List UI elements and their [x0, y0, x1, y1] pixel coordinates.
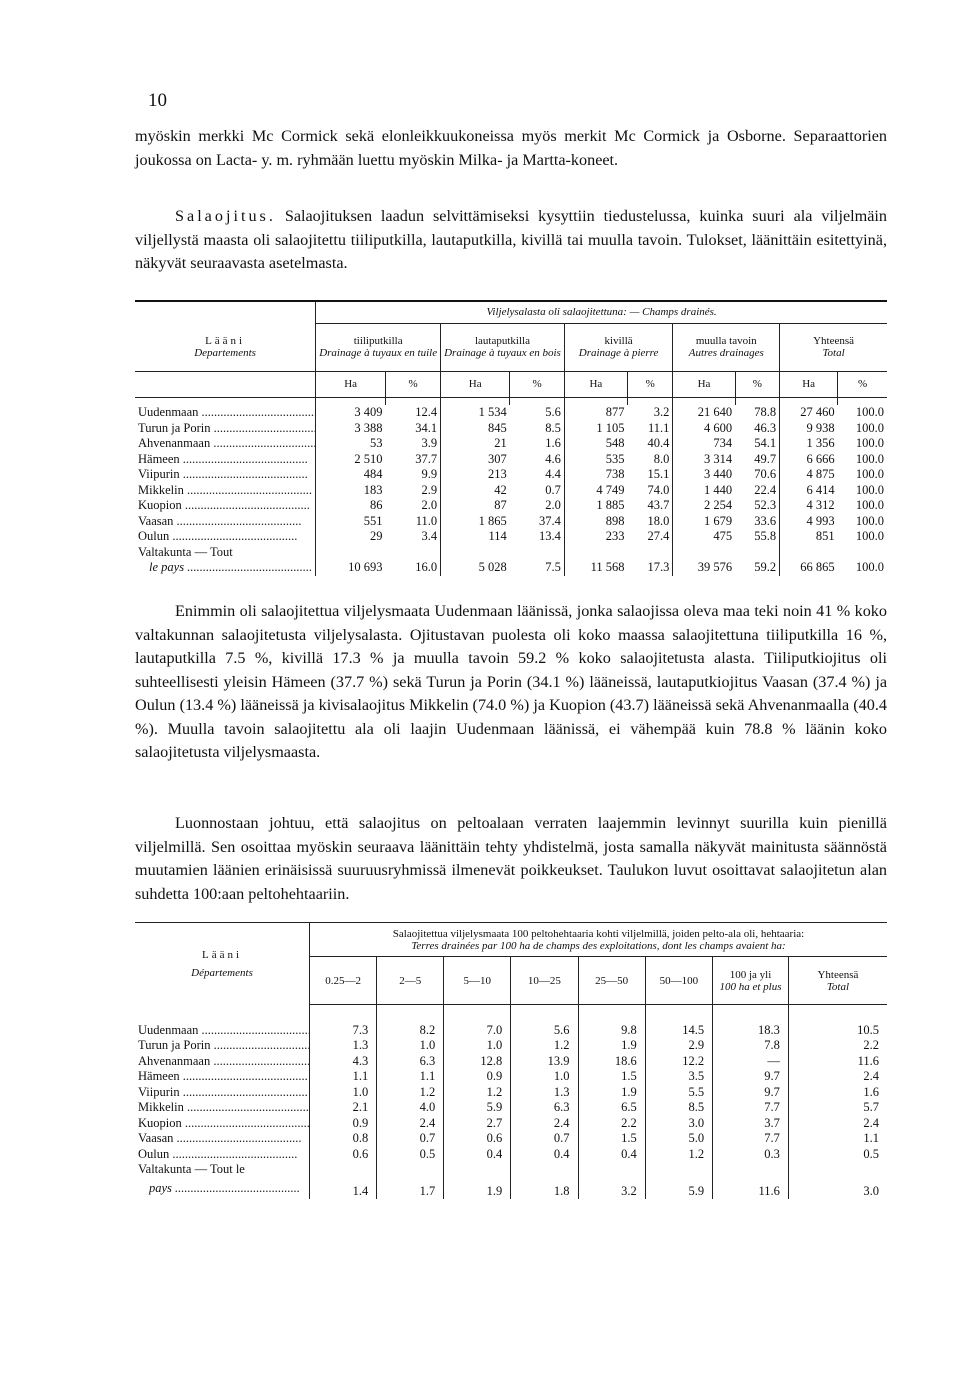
table-row	[135, 483, 887, 499]
table-cell: 8.5	[545, 420, 561, 435]
table-cell: 11.6	[788, 1054, 887, 1070]
total-row	[135, 560, 887, 576]
table-cell: 7.8	[713, 1038, 789, 1054]
table-cell: 535	[564, 452, 627, 468]
table-cell: 100.0	[855, 420, 884, 435]
table-cell: 2 510	[316, 452, 386, 468]
table-cell: 21	[441, 436, 510, 452]
table-row	[135, 467, 887, 483]
table-row	[135, 498, 887, 514]
table1-col-other: muulla tavoin Autres drainages	[673, 323, 780, 371]
table-cell: 877	[564, 405, 627, 421]
table1-col-wood: lautaputkilla Drainage à tuyaux en bois	[441, 323, 565, 371]
table-cell: 2.0	[545, 498, 561, 512]
table-cell: 1 356	[780, 436, 838, 452]
table-cell: 100.0	[855, 451, 884, 466]
table1-unit-ha: Ha	[780, 371, 838, 397]
table-cell: 0.9	[444, 1069, 511, 1085]
table-cell: 6.3	[377, 1054, 444, 1070]
total-row-label	[135, 545, 887, 561]
table-cell: 1 679	[673, 514, 735, 530]
row-label: Turun ja Porin .....	[135, 1038, 310, 1054]
table-cell: 100.0	[855, 482, 884, 497]
table-cell: 16.0	[415, 560, 438, 574]
table-cell: 1.5	[578, 1069, 645, 1085]
table2-col-header: 0.25—2	[310, 957, 377, 1005]
table-cell: 3 314	[673, 452, 735, 468]
table-cell: 0.3	[713, 1147, 789, 1163]
table-cell: 233	[564, 529, 627, 545]
table-row	[135, 529, 887, 545]
table-cell: 1.0	[377, 1038, 444, 1054]
table-cell: 9.8	[578, 1023, 645, 1039]
row-label: Viipurin .....	[135, 1085, 310, 1101]
table-cell: 11.0	[415, 513, 438, 528]
table-cell: 78.8	[754, 405, 777, 419]
table-cell: 0.6	[444, 1131, 511, 1147]
table1-unit-ha: Ha	[316, 371, 386, 397]
table-cell: 100.0	[855, 498, 884, 512]
table-cell: 29	[316, 529, 386, 545]
table-cell: 11.1	[647, 420, 670, 435]
row-label: Uudenmaan .....	[135, 1023, 310, 1039]
row-label: Mikkelin .....	[135, 483, 316, 499]
table-cell: 55.8	[754, 529, 777, 543]
table-cell: 86	[316, 498, 386, 514]
table-cell: 4 993	[780, 514, 838, 530]
row-label: Oulun .....	[135, 529, 316, 545]
table-cell: 2.1	[310, 1100, 377, 1116]
table-cell: 3 409	[316, 405, 386, 421]
table-cell: 1.2	[377, 1085, 444, 1101]
table-cell: 213	[441, 467, 510, 483]
table-cell: 5.6	[511, 1023, 578, 1039]
table-cell: 100.0	[855, 529, 884, 543]
table-cell: 100.0	[855, 560, 884, 574]
table-cell: 0.8	[310, 1131, 377, 1147]
table-cell: 2.4	[788, 1069, 887, 1085]
table-cell: 5.0	[645, 1131, 712, 1147]
table-cell: 1.1	[310, 1069, 377, 1085]
table-cell: 9.9	[421, 467, 438, 481]
table-cell: 851	[780, 529, 838, 545]
table1-unit-pct: %	[628, 371, 673, 397]
table-row	[135, 405, 887, 421]
row-label: Hämeen .....	[135, 452, 316, 468]
table-cell: 52.3	[754, 498, 777, 512]
table-cell: 1.6	[788, 1085, 887, 1101]
paragraph-3: Enimmin oli salaojitettua viljelysmaata Uudenmaan läänissä, jonka salaojissa oleva maa teki noin 41 % koko valtakunnan salaojitetusta viljelysalasta. Ojitustavan puolesta oli koko maassa salaojitettuna tiiliputkilla 16 %, lautaputkilla 7.5 %, kivillä 17.3 % ja muulla tavoin 59.2 % koko salaojitetusta alasta. Tiiliputkiojitus oli suhteellisesti yleisin Hämeen (37.7 %) sekä Turun ja Porin (34.1 %) lääneissä, lautaputkiojitus Vaasan (37.4 %) ja Oulun (13.4 %) lääneissä ja kivisalaojitus Mikkelin (74.0 %) ja Kuopion (43.7) lääneissä sekä Ahvenanmaalla (40.4 %). Muulla tavoin salaojitettu ala oli laajin Uudenmaan läänissä, ei vähempää kuin 78.8 % läänin koko salaojitetusta viljelysmaasta.	[135, 602, 887, 761]
table-cell: 3.5	[645, 1069, 712, 1085]
table-cell: 2.4	[788, 1116, 887, 1132]
table-cell: 3.4	[421, 529, 438, 543]
table-cell: 2.9	[645, 1038, 712, 1054]
table-cell: 0.4	[578, 1147, 645, 1163]
table-cell: 4.3	[310, 1054, 377, 1070]
table-cell: 15.1	[647, 467, 670, 481]
table-cell: 0.7	[511, 1131, 578, 1147]
table-cell: 21 640	[673, 405, 735, 421]
table-cell: 475	[673, 529, 735, 545]
table-cell: 183	[316, 483, 386, 499]
table-cell: 11 568	[564, 560, 627, 576]
row-label: Ahvenanmaan .....	[135, 1054, 310, 1070]
table-cell: 6.3	[511, 1100, 578, 1116]
row-label: Kuopion .....	[135, 498, 316, 514]
paragraph-1: myöskin merkki Mc Cormick sekä elonleikkuukoneissa myös merkit Mc Cormick ja Osborne. Separaattorien joukossa on Lacta- y. m. ryhmään luettu myöskin Milka- ja Martta-koneet.	[135, 127, 887, 169]
table-cell: 734	[673, 436, 735, 452]
table-cell: 7.3	[310, 1023, 377, 1039]
table-row	[135, 1147, 887, 1163]
table-cell: 12.8	[444, 1054, 511, 1070]
table-cell: 2.4	[511, 1116, 578, 1132]
table-cell: 7.7	[713, 1100, 789, 1116]
table-cell: 5.9	[444, 1100, 511, 1116]
table-cell: 484	[316, 467, 386, 483]
table2-col-header-total: Yhteensä Total	[788, 957, 887, 1005]
table1-unit-pct: %	[510, 371, 565, 397]
table-cell: 0.7	[545, 482, 561, 497]
table-cell: 54.1	[754, 436, 777, 450]
table-cell: 1 440	[673, 483, 735, 499]
table-cell: 27 460	[780, 405, 838, 421]
table-cell: 8.2	[377, 1023, 444, 1039]
table1-unit-pct: %	[735, 371, 780, 397]
table-cell: 1.9	[578, 1038, 645, 1054]
table-cell: 22.4	[754, 482, 777, 497]
table-cell: 17.3	[647, 560, 670, 574]
table-cell: 2.9	[421, 482, 438, 497]
table-row	[135, 1038, 887, 1054]
table-cell: 13.9	[511, 1054, 578, 1070]
table-cell: 4.4	[545, 467, 561, 481]
table-cell: 1.9	[578, 1085, 645, 1101]
table-cell: 2.0	[421, 498, 438, 512]
table-cell: 1.9	[444, 1178, 511, 1200]
table-cell: 1.7	[377, 1178, 444, 1200]
table-cell: 548	[564, 436, 627, 452]
section-heading: Salaojitus.	[175, 207, 276, 225]
table-cell: 18.3	[713, 1023, 789, 1039]
table-cell: 100.0	[855, 513, 884, 528]
table-cell: 12.2	[645, 1054, 712, 1070]
row-label: Uudenmaan .....	[135, 405, 316, 421]
table-row	[135, 1131, 887, 1147]
table-cell: 14.5	[645, 1023, 712, 1039]
table-cell: 9 938	[780, 421, 838, 437]
table1-group-header: Viljelysalasta oli salaojitettuna: — Champs drainés.	[316, 301, 887, 323]
paragraph-4: Luonnostaan johtuu, että salaojitus on peltoalaan verraten laajemmin levinnyt suurilla kuin pienillä viljelmillä. Sen osoittaa myöskin seuraava läänittäin tehty yhdistelmä, josta samalla näkyvät mainitusta säännöstä muutamien läänien erinäisissä suuruusryhmissä ilmenevät poikkeukset. Taulukon luvut osoittavat salaojitetun alan suhdetta 100:aan peltohehtaariin.	[135, 814, 887, 903]
table-cell: 0.6	[310, 1147, 377, 1163]
table-cell: 42	[441, 483, 510, 499]
table-cell: 1.8	[511, 1178, 578, 1200]
table-cell: 3 440	[673, 467, 735, 483]
table1-unit-pct: %	[838, 371, 887, 397]
table-row	[135, 436, 887, 452]
table-cell: 9.7	[713, 1069, 789, 1085]
table-cell: 0.4	[511, 1147, 578, 1163]
row-label: Valtakunta — Tout	[138, 544, 233, 559]
table-cell: 4 312	[780, 498, 838, 514]
table-cell: 0.5	[788, 1147, 887, 1163]
table1-header-empty	[135, 301, 316, 323]
row-label: Mikkelin .....	[135, 1100, 310, 1116]
table-cell: 5.5	[645, 1085, 712, 1101]
table-cell: 1.0	[310, 1085, 377, 1101]
table-cell: 3.2	[653, 405, 670, 419]
row-label: le pays .....	[135, 560, 316, 576]
table-cell: 100.0	[855, 436, 884, 450]
table-cell: 43.7	[647, 498, 670, 512]
table-cell: 1.2	[444, 1085, 511, 1101]
table2-col-header: 10—25	[511, 957, 578, 1005]
row-label: Viipurin .....	[135, 467, 316, 483]
table-cell: 37.4	[538, 513, 561, 528]
table-cell: 7.0	[444, 1023, 511, 1039]
table-cell: 10.5	[788, 1023, 887, 1039]
table-cell: 1 885	[564, 498, 627, 514]
table-cell: 87	[441, 498, 510, 514]
table-cell: 738	[564, 467, 627, 483]
table-row	[135, 421, 887, 437]
paragraph-2: Salaojitus. Salaojituksen laadun selvittämiseksi kysyttiin tiedustelussa, kuinka suuri ala viljelmäin viljellystä maasta oli salaojitettu tiiliputkilla, lautaputkilla, kivillä tai muulla tavoin. Tulokset, läänittäin esitettyinä, näkyvät seuraavasta asetelmasta.	[135, 207, 887, 272]
table-cell: 5.6	[545, 405, 561, 419]
table-row	[135, 1100, 887, 1116]
table-cell: 59.2	[754, 560, 777, 574]
table-cell: 1 534	[441, 405, 510, 421]
table-cell: 5.9	[645, 1178, 712, 1200]
row-label: Valtakunta — Tout le	[138, 1162, 245, 1176]
table2-col-header: 25—50	[578, 957, 645, 1005]
table-cell: 2.4	[377, 1116, 444, 1132]
table-cell: 4 875	[780, 467, 838, 483]
table-cell: 12.4	[415, 405, 438, 419]
table-cell: 1.3	[511, 1085, 578, 1101]
row-label: Turun ja Porin .....	[135, 421, 316, 437]
table-row	[135, 1116, 887, 1132]
table-cell: 2.2	[788, 1038, 887, 1054]
table2-col-header: 50—100	[645, 957, 712, 1005]
row-label: Vaasan .....	[135, 1131, 310, 1147]
table-cell: 3.2	[578, 1178, 645, 1200]
table-cell: 10 693	[316, 560, 386, 576]
table2-lead-header: Lääni Départements	[135, 923, 310, 1005]
table-cell: 1 865	[441, 514, 510, 530]
table-cell: 1.4	[310, 1178, 377, 1200]
table-cell: 13.4	[538, 529, 561, 543]
table-cell: 1.1	[377, 1069, 444, 1085]
table-cell: 4 600	[673, 421, 735, 437]
table1-col-total: Yhteensä Total	[780, 323, 887, 371]
table-cell: 0.5	[377, 1147, 444, 1163]
table-cell: 845	[441, 421, 510, 437]
table-cell: 33.6	[754, 513, 777, 528]
table-cell: 7.7	[713, 1131, 789, 1147]
table-cell: 307	[441, 452, 510, 468]
table-cell: 4 749	[564, 483, 627, 499]
row-label: pays .....	[135, 1178, 310, 1200]
table-row	[135, 1023, 887, 1039]
row-label: Ahvenanmaan .....	[135, 436, 316, 452]
table-cell: 1.0	[444, 1038, 511, 1054]
table-cell: 2.7	[444, 1116, 511, 1132]
table-row	[135, 1069, 887, 1085]
table-cell: 1.0	[511, 1069, 578, 1085]
drainage-by-size-table	[135, 922, 887, 1199]
table-cell: 18.0	[647, 513, 670, 528]
table-row	[135, 1085, 887, 1101]
table-cell: 1.3	[310, 1038, 377, 1054]
table-cell: 34.1	[415, 420, 438, 435]
table-cell: 8.0	[653, 451, 670, 466]
table-cell: 37.7	[415, 451, 438, 466]
table-cell: 898	[564, 514, 627, 530]
table1-unit-ha: Ha	[673, 371, 735, 397]
table2-group-header: Salaojitettua viljelysmaata 100 peltohehtaaria kohti viljelmillä, joiden pelto-ala oli, hehtaaria: Terres drainées par 100 ha de champs des exploitations, dont les champs avaient ha:	[310, 923, 888, 957]
table-cell: 46.3	[754, 420, 777, 435]
table-cell: 1.2	[511, 1038, 578, 1054]
table-cell: 2 254	[673, 498, 735, 514]
page-number: 10	[148, 90, 167, 111]
table-cell: 9.7	[713, 1085, 789, 1101]
table-cell: 4.6	[545, 451, 561, 466]
table1-lead-header: Lääni Departements	[135, 323, 316, 371]
table-cell: 49.7	[754, 451, 777, 466]
table-cell: 0.9	[310, 1116, 377, 1132]
table-cell: 74.0	[647, 482, 670, 497]
table-cell: 0.7	[377, 1131, 444, 1147]
table-cell: 5.7	[788, 1100, 887, 1116]
table-cell: 0.4	[444, 1147, 511, 1163]
table-cell: 11.6	[713, 1178, 789, 1200]
table-cell: 70.6	[754, 467, 777, 481]
total-row-label	[135, 1162, 887, 1178]
table-cell: 1.2	[645, 1147, 712, 1163]
table-cell: 7.5	[545, 560, 561, 574]
table-cell: 114	[441, 529, 510, 545]
table-cell: 18.6	[578, 1054, 645, 1070]
table-cell: 1.1	[788, 1131, 887, 1147]
table-cell: 4.0	[377, 1100, 444, 1116]
table-cell: 551	[316, 514, 386, 530]
table1-unit-pct: %	[386, 371, 441, 397]
table-cell: 3.9	[421, 436, 438, 450]
table-row	[135, 452, 887, 468]
table-cell: 5 028	[441, 560, 510, 576]
drainage-table	[135, 300, 887, 576]
table-cell: 3.0	[645, 1116, 712, 1132]
table-cell: 6.5	[578, 1100, 645, 1116]
table-cell: 3 388	[316, 421, 386, 437]
table2-col-header: 2—5	[377, 957, 444, 1005]
row-label: Kuopion .....	[135, 1116, 310, 1132]
table-cell: 40.4	[647, 436, 670, 450]
row-label: Hämeen .....	[135, 1069, 310, 1085]
table2-col-header-100-plus: 100 ja yli 100 ha et plus	[713, 957, 789, 1005]
table-row	[135, 514, 887, 530]
table1-unit-ha: Ha	[564, 371, 627, 397]
row-label: Vaasan .....	[135, 514, 316, 530]
table1-unit-ha: Ha	[441, 371, 510, 397]
table-cell: 1 105	[564, 421, 627, 437]
table1-col-stone: kivillä Drainage à pierre	[564, 323, 673, 371]
total-row	[135, 1178, 887, 1200]
table-cell: 2.2	[578, 1116, 645, 1132]
table-cell: 1.6	[545, 436, 561, 450]
table-cell: 6 666	[780, 452, 838, 468]
table-cell: 8.5	[645, 1100, 712, 1116]
table-cell: 53	[316, 436, 386, 452]
table1-col-tile: tiiliputkilla Drainage à tuyaux en tuile	[316, 323, 441, 371]
row-label: Oulun .....	[135, 1147, 310, 1163]
table-cell: —	[713, 1054, 789, 1070]
table-cell: 3.7	[713, 1116, 789, 1132]
table-cell: 3.0	[788, 1178, 887, 1200]
table-cell: 6 414	[780, 483, 838, 499]
table-cell: 100.0	[855, 405, 884, 419]
table-cell: 1.5	[578, 1131, 645, 1147]
table-cell: 39 576	[673, 560, 735, 576]
table-cell: 100.0	[855, 467, 884, 481]
table-cell: 27.4	[647, 529, 670, 543]
table-cell: 66 865	[780, 560, 838, 576]
table-row	[135, 1054, 887, 1070]
table2-col-header: 5—10	[444, 957, 511, 1005]
